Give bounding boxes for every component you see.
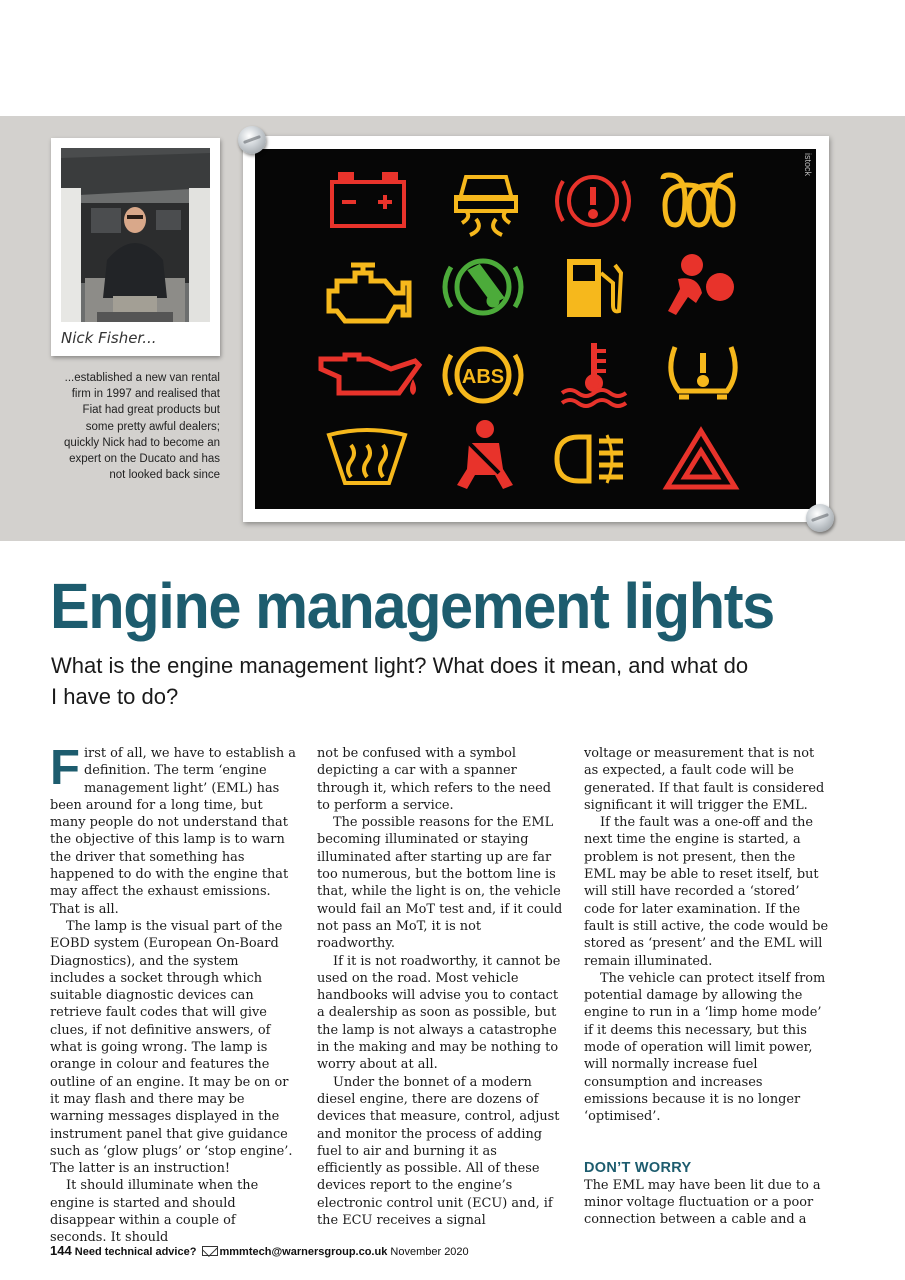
article-headline: Engine management lights — [50, 570, 774, 642]
photo-caption: Nick Fisher... — [61, 329, 157, 347]
traction-control-icon — [456, 177, 516, 235]
body-paragraph: The vehicle can protect itself from potential damage by allowing the engine to run in a ‘limp home mode’ if it deems this necessary, but this mode of operation will limit power, will normally increase fuel consumption and increases emissions because it is no longer ‘optimised’. — [584, 970, 826, 1125]
brake-warning-icon — [557, 177, 629, 225]
power-steering-icon — [445, 261, 521, 313]
pushpin-bottom-right — [806, 504, 834, 532]
tyre-pressure-icon — [671, 347, 735, 397]
rear-demister-icon — [329, 430, 405, 483]
body-paragraph: If it is not roadworthy, it cannot be used on the road. Most vehicle handbooks will advise you to contact a dealership as soon as possible, but the lamp is not always a catastrophe in the making and may be nothing to worry about at all. — [317, 953, 561, 1073]
body-column-2 — [317, 745, 563, 1229]
author-bio: ...established a new van rental firm in 1997 and realised that Fiat had great products but some pretty awful dealers; quickly Nick had to become an expert on the Ducato and has not looked back since — [64, 372, 220, 482]
issue-date: November 2020 — [390, 1246, 469, 1258]
airbag-icon — [668, 254, 734, 315]
coolant-temperature-icon — [562, 343, 626, 406]
footer-email[interactable]: mmmtech@warnersgroup.co.uk — [219, 1246, 388, 1258]
pushpin-top-left — [238, 126, 266, 154]
footer-label: Need technical advice? — [74, 1246, 197, 1258]
body-paragraph: not be confused with a symbol depicting a car with a spanner through it, which refers to the need to perform a service. — [317, 746, 552, 813]
author-photo — [61, 148, 210, 322]
oil-pressure-icon — [321, 355, 419, 395]
body-paragraph: The EML may have been lit due to a minor voltage fluctuation or a poor connection between a cable and a — [584, 1177, 821, 1228]
engine-management-icon — [329, 265, 409, 321]
fuel-icon — [567, 259, 621, 317]
image-credit: istock — [803, 153, 813, 177]
body-paragraph: The possible reasons for the EML becoming illuminated or staying illuminated after starting up are far too numerous, but the bottom line is that, while the light is on, the vehicle would fail an MoT test and, if it could not pass an MoT, it is not roadworthy. — [317, 815, 563, 952]
drop-cap: F — [50, 741, 80, 795]
page-footer — [50, 1243, 469, 1258]
body-column-3 — [584, 745, 830, 1228]
body-column-1 — [50, 741, 296, 1247]
section-subhead: DON’T WORRY — [584, 1159, 692, 1176]
author-photo-card — [51, 138, 220, 356]
email-icon — [202, 1246, 218, 1256]
hazard-icon — [667, 431, 735, 487]
battery-warning-icon — [332, 174, 404, 226]
body-paragraph: If the fault was a one-off and the next time the engine is started, a problem is not present, then the EML may be able to reset itself, but will still have recorded a ‘stored’ code for later examination. If the fault is still active, the code would be stored as ‘present’ and the EML will remain illuminated. — [584, 815, 829, 969]
svg-text:ABS: ABS — [461, 366, 505, 388]
body-paragraph: It should illuminate when the engine is started and should disappear within a couple of seconds. It should — [50, 1178, 259, 1246]
seatbelt-icon — [457, 420, 513, 489]
glow-plug-icon — [663, 175, 733, 225]
abs-icon — [445, 349, 521, 401]
fog-light-icon — [557, 435, 623, 483]
body-paragraph: The lamp is the visual part of the EOBD system (European On-Board Diagnostics), and the system includes a socket through which suitable diagnostic devices can retrieve fault codes that will give clues, if not definitive answers, of what is going wrong. The lamp is orange in colour and features the outline of an engine. It may be on or it may flash and there may be warning messages displayed in the instrument panel that give guidance such as ‘glow plugs’ or ‘stop engine’. The latter is an instruction! — [50, 918, 293, 1177]
warning-lights-image — [255, 149, 816, 509]
body-paragraph: voltage or measurement that is not as expected, a fault code will be generated. If that fault is considered significant it will trigger the EML. — [584, 746, 825, 813]
article-standfirst: What is the engine management light? What does it mean, and what do I have to do? — [51, 653, 749, 709]
body-paragraph: Under the bonnet of a modern diesel engine, there are dozens of devices that measure, control, adjust and monitor the process of adding fuel to air and burning it as efficiently as possible. All of these devices report to the engine’s electronic control unit (ECU) and, if the ECU receives a signal — [317, 1074, 560, 1229]
body-paragraph: First of all, we have to establish a definition. The term ‘engine management light’ (EML) has been around for a long time, but many people do not understand that the objective of this lamp is to warn the driver that something has happened to do with the engine that may affect the exhaust emissions. That is all. — [50, 741, 296, 917]
page-number: 144 — [50, 1243, 72, 1258]
